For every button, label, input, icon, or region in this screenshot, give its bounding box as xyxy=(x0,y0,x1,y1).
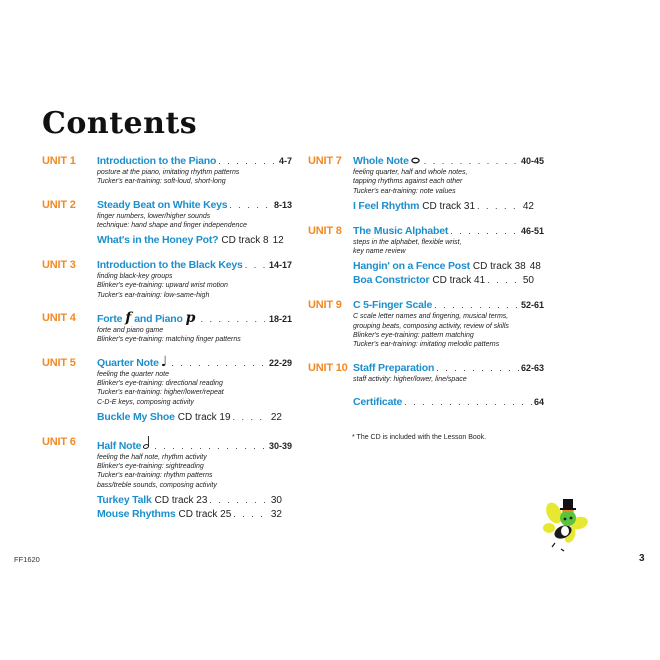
quarter-note-icon: ♩ xyxy=(160,353,168,370)
song-title[interactable]: Boa Constrictor xyxy=(353,274,430,287)
description-line: feeling quarter, half and whole notes, xyxy=(353,169,468,176)
piano-symbol-icon: p xyxy=(185,310,196,327)
song-entry[interactable] xyxy=(97,508,292,521)
page-range: 46-51 xyxy=(520,225,544,236)
leader-dots xyxy=(450,225,519,238)
unit-description xyxy=(97,453,292,490)
song-entry[interactable] xyxy=(97,411,292,424)
unit-9 xyxy=(308,299,544,349)
leader-dots xyxy=(424,155,519,168)
description-line: Blinker's eye-training: sightreading xyxy=(97,463,204,471)
song-title[interactable]: I Feel Rhythm xyxy=(353,199,420,212)
description-line: Tucker's ear-training: note values xyxy=(353,187,456,195)
unit-title-line[interactable] xyxy=(97,155,292,168)
unit-title-line[interactable] xyxy=(97,199,292,212)
song-title[interactable]: Hangin' on a Fence Post xyxy=(353,260,470,273)
unit-7 xyxy=(308,155,544,213)
unit-1 xyxy=(42,155,292,187)
unit-3 xyxy=(42,259,292,300)
unit-title-line[interactable] xyxy=(97,312,292,326)
cd-track: CD track 19 xyxy=(177,411,231,423)
page-number: 48 xyxy=(529,261,541,273)
footer-code: FF1620 xyxy=(14,555,40,564)
page-number: 3 xyxy=(639,553,645,564)
unit-title[interactable]: Quarter Note xyxy=(97,356,159,369)
unit-title[interactable]: Introduction to the Black Keys xyxy=(97,259,243,272)
page-range: 52-61 xyxy=(520,300,544,311)
description-line: Tucker's ear-training: rhythm patterns xyxy=(97,472,213,480)
unit-title-line[interactable] xyxy=(97,436,292,453)
unit-2 xyxy=(42,199,292,248)
contents-column-right xyxy=(308,155,544,421)
unit-description xyxy=(353,312,544,349)
description-line: steps in the alphabet, flexible wrist, xyxy=(353,238,462,246)
page-range: 62-63 xyxy=(520,362,544,373)
unit-title[interactable]: Whole Note xyxy=(353,155,409,167)
unit-label: UNIT 3 xyxy=(42,259,76,272)
description-line: key name review xyxy=(353,248,406,256)
unit-title[interactable]: C 5-Finger Scale xyxy=(353,299,433,312)
description-line: Blinker's eye-training: pattern matching xyxy=(353,332,474,340)
unit-label: UNIT 6 xyxy=(42,435,76,448)
song-entry[interactable] xyxy=(353,274,544,287)
leader-dots xyxy=(229,199,272,212)
unit-title[interactable]: The Music Alphabet xyxy=(353,224,449,237)
unit-label: UNIT 10 xyxy=(308,361,348,374)
page-range: 4-7 xyxy=(278,156,292,166)
description-line: Blinker's eye-training: matching finger patterns xyxy=(97,336,241,344)
description-line: bass/treble sounds, composing activity xyxy=(97,481,217,489)
unit-description xyxy=(97,272,292,300)
unit-title-line[interactable] xyxy=(353,362,544,375)
unit-title[interactable]: Forte xyxy=(97,313,123,326)
unit-label: UNIT 2 xyxy=(42,198,76,211)
unit-label: UNIT 9 xyxy=(308,299,342,312)
leader-dots xyxy=(434,299,519,312)
page-number: 12 xyxy=(272,235,284,247)
page-range: 18-21 xyxy=(268,314,292,325)
description-line: feeling the half note, rhythm activity xyxy=(97,453,207,461)
description-line: forte and piano game xyxy=(97,327,164,335)
unit-label: UNIT 7 xyxy=(308,155,342,167)
unit-10 xyxy=(308,362,544,384)
page-number: 22 xyxy=(270,411,282,423)
leader-dots xyxy=(218,155,277,168)
description-line: grouping beats, composing activity, review of skills xyxy=(353,322,509,330)
song-title[interactable]: Buckle My Shoe xyxy=(97,410,175,423)
leader-dots xyxy=(200,313,267,326)
description-line: Tucker's ear-training: higher/lower/repeat xyxy=(97,389,224,397)
half-note-icon xyxy=(143,436,150,450)
leader-dots xyxy=(245,259,267,272)
leader-dots xyxy=(404,396,532,409)
unit-title[interactable]: Introduction to the Piano xyxy=(97,155,217,167)
page-title: Contents xyxy=(42,106,198,141)
description-line: Tucker's ear-training: low-same-high xyxy=(97,291,210,299)
unit-8 xyxy=(308,225,544,288)
description-line: C scale letter names and fingering, musical terms, xyxy=(353,313,509,321)
page-range: 40-45 xyxy=(520,156,544,166)
unit-description xyxy=(353,168,544,196)
cd-track: CD track 23 xyxy=(154,495,208,507)
unit-title[interactable]: and Piano xyxy=(134,313,183,326)
unit-description xyxy=(353,375,544,384)
unit-description xyxy=(97,326,292,345)
page-number: 50 xyxy=(522,275,534,287)
unit-6 xyxy=(42,436,292,521)
description-line: feeling the quarter note xyxy=(97,370,169,378)
certificate-title[interactable]: Certificate xyxy=(353,395,403,408)
page-range: 14-17 xyxy=(268,260,292,271)
cd-track: CD track 38 xyxy=(472,261,526,273)
unit-title-line[interactable] xyxy=(353,155,544,168)
leader-dots xyxy=(154,440,267,453)
unit-label: UNIT 8 xyxy=(308,224,342,237)
unit-description xyxy=(97,212,292,231)
cd-track: CD track 31 xyxy=(422,200,476,212)
unit-4 xyxy=(42,312,292,345)
description-line: staff activity: higher/lower, line/space xyxy=(353,375,467,383)
unit-title-line[interactable] xyxy=(97,259,292,272)
page-number: 64 xyxy=(533,396,544,407)
unit-title-line[interactable] xyxy=(353,225,544,238)
bee-mascot-icon xyxy=(535,495,595,555)
unit-description xyxy=(97,370,292,407)
certificate-line[interactable] xyxy=(353,396,544,409)
contents-column-left xyxy=(42,155,292,533)
unit-title-line[interactable] xyxy=(353,299,544,312)
unit-title[interactable]: Staff Preparation xyxy=(353,361,435,374)
leader-dots xyxy=(209,494,268,507)
description-line: Tucker's ear-training: imitating melodic patterns xyxy=(353,341,500,349)
unit-5 xyxy=(42,353,292,424)
leader-dots xyxy=(171,357,267,370)
whole-note-icon xyxy=(411,155,420,165)
song-entry[interactable] xyxy=(353,260,544,273)
page-range: 8-13 xyxy=(273,199,292,210)
song-entry[interactable] xyxy=(97,234,292,247)
leader-dots xyxy=(233,508,269,521)
page-number: 30 xyxy=(270,495,282,507)
description-line: tapping rhythms against each other xyxy=(353,178,463,186)
unit-label: UNIT 1 xyxy=(42,155,76,167)
unit-description xyxy=(353,238,544,257)
description-line: Blinker's eye-training: upward wrist motion xyxy=(97,282,228,290)
leader-dots xyxy=(487,274,521,287)
description-line: technique: hand shape and finger independence xyxy=(97,221,247,229)
page-range: 30-39 xyxy=(268,440,292,451)
leader-dots xyxy=(477,200,521,213)
cd-track: CD track 41 xyxy=(432,275,486,287)
description-line: posture at the piano, imitating rhythm patterns xyxy=(97,169,240,176)
cd-track: CD track 25 xyxy=(178,509,232,521)
page-number: 32 xyxy=(270,509,282,521)
unit-title[interactable]: Half Note xyxy=(97,439,142,452)
forte-symbol-icon: f xyxy=(125,310,132,327)
unit-title-line[interactable] xyxy=(97,353,292,370)
song-entry[interactable] xyxy=(353,200,544,213)
song-title[interactable]: Turkey Talk xyxy=(97,494,152,507)
cd-track: CD track 8 xyxy=(221,235,269,247)
unit-label: UNIT 4 xyxy=(42,312,76,325)
unit-description xyxy=(97,168,292,187)
page-range: 22-29 xyxy=(268,357,292,368)
description-line: Blinker's eye-training: directional reading xyxy=(97,379,223,387)
song-title[interactable]: What's in the Honey Pot? xyxy=(97,234,219,247)
page-number: 42 xyxy=(522,200,534,212)
description-line: finding black-key groups xyxy=(97,273,173,281)
unit-label: UNIT 5 xyxy=(42,356,76,369)
description-line: finger numbers, lower/higher sounds xyxy=(97,212,211,220)
footnote: * The CD is included with the Lesson Book. xyxy=(352,434,487,441)
unit-title[interactable]: Steady Beat on White Keys xyxy=(97,198,228,211)
leader-dots xyxy=(233,411,269,424)
leader-dots xyxy=(436,362,519,375)
song-title[interactable]: Mouse Rhythms xyxy=(97,508,176,521)
description-line: Tucker's ear-training: soft-loud, short-long xyxy=(97,178,226,186)
certificate-entry xyxy=(308,396,544,409)
song-entry[interactable] xyxy=(97,494,292,507)
description-line: C-D-E keys, composing activity xyxy=(97,398,194,406)
